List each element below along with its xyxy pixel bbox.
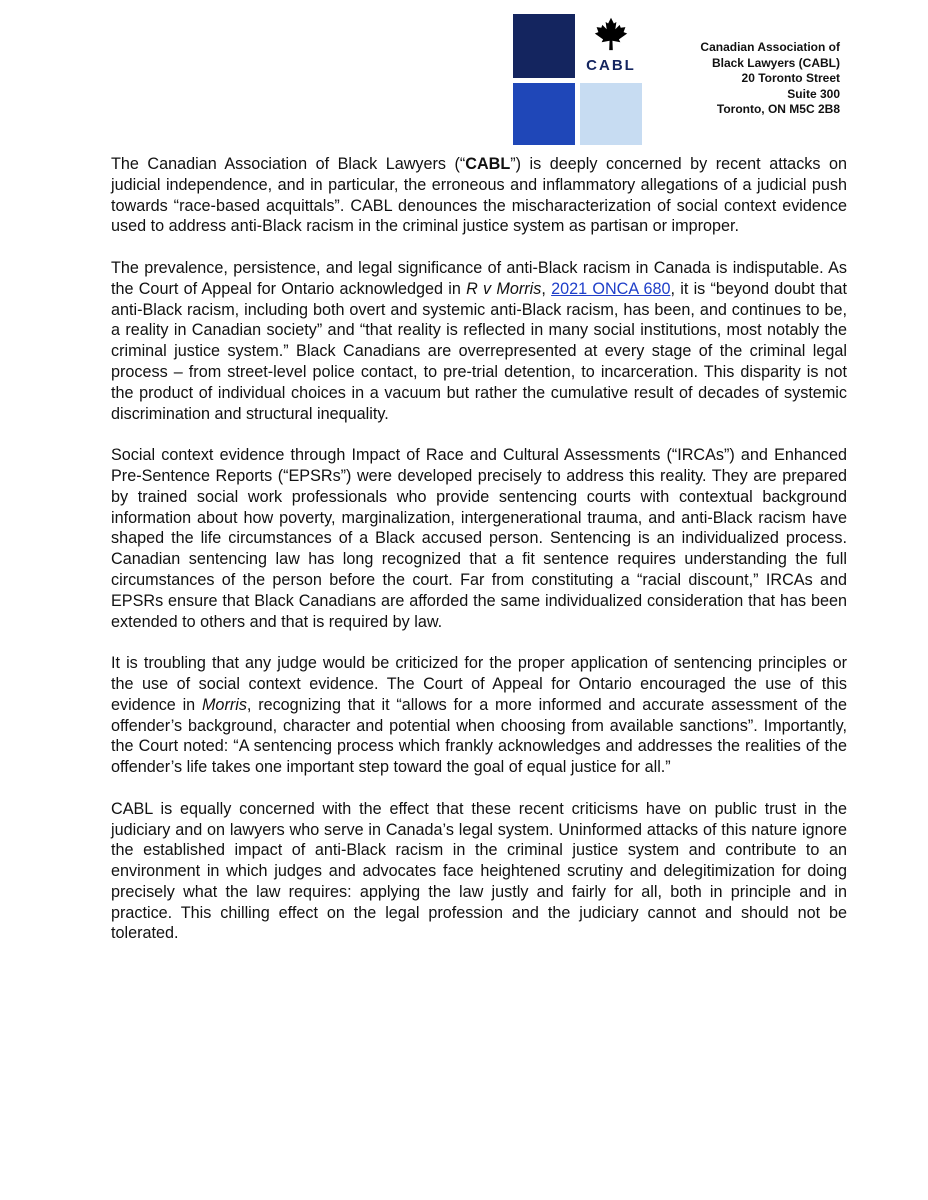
logo-square-light-blue — [580, 83, 642, 145]
logo-text: CABL — [586, 57, 636, 74]
address-line: Suite 300 — [787, 86, 840, 101]
paragraph-2 — [111, 258, 847, 424]
address-block — [700, 40, 840, 118]
cabl-abbreviation: CABL — [465, 155, 511, 173]
paragraph-1 — [111, 154, 847, 237]
text-run: , it is “beyond doubt that anti-Black racism, including both overt and systemic anti-Black racism, has been, and continues to be, a reality in Canadian society” and “that reality is reflected in many social institutions, most notably the criminal justice system.” Black Canadians are overrepresented at every stage of the criminal legal process – from street-level police contact, to pre-trial detention, to incarceration. This disparity is not the product of individual choices in a vacuum but rather the cumulative result of decades of systemic discrimination and structural inequality. — [111, 279, 848, 423]
case-citation-link[interactable]: 2021 ONCA 680 — [551, 279, 671, 298]
text-run: , — [541, 279, 552, 298]
text-run: It is troubling that any judge would be criticized for the proper application of sentencing principles or the use of social context evidence. The Court of Appeal for Ontario encouraged the use of this evidence in — [111, 654, 847, 714]
paragraph-5: CABL is equally concerned with the effect that these recent criticisms have on public trust in the judiciary and on lawyers who serve in Canada’s legal system. Uninformed attacks of this nature ignore the established impact of anti-Black racism in the criminal justice system and contribute to an environment in which judges and advocates face heightened scrutiny and delegitimization for doing precisely what the law requires: applying the law justly and fairly for all, both in principle and in practice. This chilling effect on the legal profession and the judiciary cannot and should not be tolerated. — [111, 799, 847, 943]
case-name: R v Morris — [466, 279, 542, 298]
text-run: The prevalence, persistence, and legal significance of anti-Black racism in Canada is indisputable. As the Court of Appeal for Ontario acknowledged in — [111, 258, 847, 298]
address-line: 20 Toronto Street — [741, 71, 840, 85]
address-line: Canadian Association of — [700, 40, 840, 54]
text-run: , recognizing that it “allows for a more informed and accurate assessment of the offender’s background, character and potential when choosing from available sanctions”. Importantly, the Court noted: “A sentencing process which frankly acknowledges and addresses the realities of the offender’s life takes one important step toward the goal of equal justice for all.” — [111, 695, 847, 777]
cabl-logo — [513, 14, 642, 145]
address-line: Toronto, ON M5C 2B8 — [716, 102, 840, 116]
paragraph-3: Social context evidence through Impact of Race and Cultural Assessments (“IRCAs”) and Enhanced Pre-Sentence Reports (“EPSRs”) were developed precisely to address this reality. They are prepared by trained social work professionals who provide sentencing courts with contextual background information about how poverty, marginalization, intergenerational trauma, and anti-Black racism have shaped the life circumstances of a Black accused person. Sentencing is an individualized process. Canadian sentencing law has long recognized that a fit sentence requires understanding the full circumstances of the person before the court. Far from constituting a “racial discount,” IRCAs and EPSRs ensure that Black Canadians are afforded the same individualized consideration that has been extended to others and that is required by law. — [111, 446, 847, 631]
address-line: Black Lawyers (CABL) — [711, 55, 840, 70]
text-run: The Canadian Association of Black Lawyers (“ — [111, 155, 466, 173]
maple-leaf-icon — [593, 16, 629, 54]
case-name: Morris — [201, 695, 247, 714]
letter-body — [111, 154, 847, 965]
logo-square-blue — [513, 83, 575, 145]
text-run: ”) is deeply concerned by recent attacks on judicial independence, and in particular, the erroneous and inflammatory allegations of a judicial push towards “race-based acquittals”. CABL denounces the mischaracterization of social context evidence used to address anti-Black racism in the criminal justice system as partisan or improper. — [111, 155, 847, 236]
logo-square-navy — [513, 14, 575, 78]
paragraph-4 — [111, 653, 847, 778]
